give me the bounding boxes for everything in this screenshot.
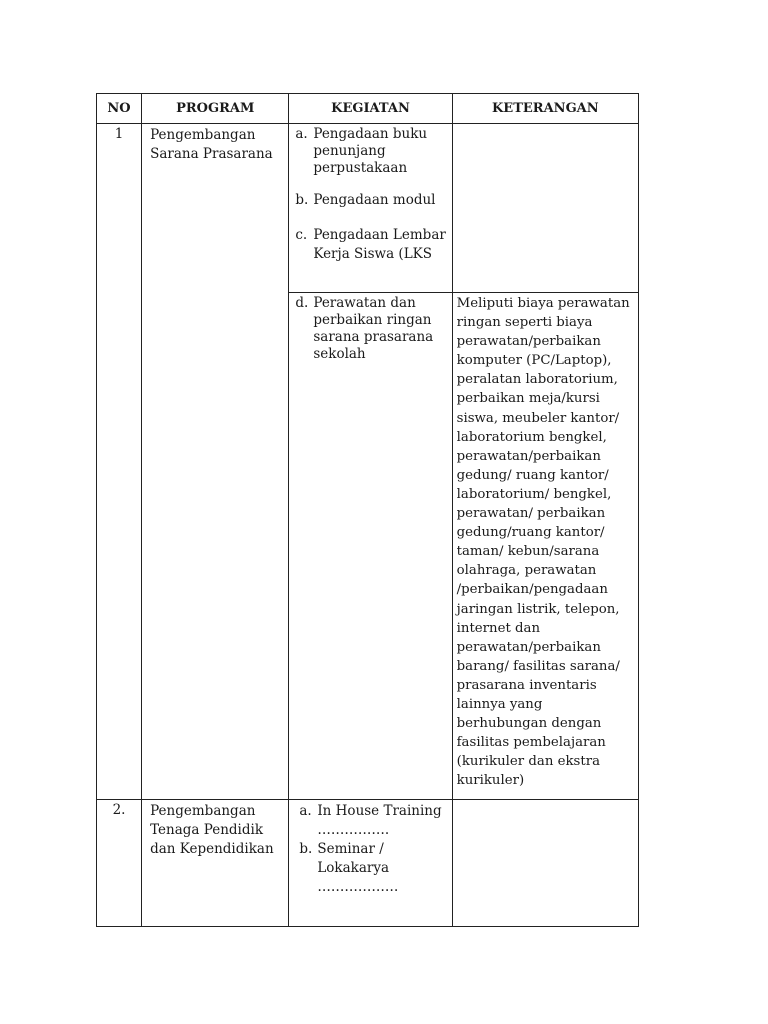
- item-text-wrap: [317, 802, 451, 840]
- item-letter: d.: [295, 295, 309, 311]
- item-letter: c.: [295, 227, 308, 243]
- list-item: [289, 840, 451, 897]
- row2-no: 2.: [97, 800, 142, 927]
- row1-kegiatan-abc: [289, 124, 452, 293]
- row1-no: 1: [97, 124, 142, 800]
- keterangan-text: Meliputi biaya perawatan ringan seperti biaya perawatan/perbaikan komputer (PC/Laptop), peralatan laboratorium, perbaikan meja/kursi siswa, meubeler kantor/ laboratorium bengkel, perawatan/perbaikan gedung/ ruang kantor/ laboratorium/ bengkel, perawatan/ perbaikan gedung/ruang kantor/ taman/ kebun/sarana olahraga, perawatan /perbaikan/pengadaan jaringan listrik, telepon, internet dan perawatan/perbaikan barang/ fasilitas sarana/ prasarana inventaris lainnya yang berhubungan dengan fasilitas pembelajaran (kurikuler dan ekstra kurikuler): [456, 296, 630, 789]
- list-item: [289, 126, 451, 177]
- item-text: Perawatan dan perbaikan ringan sarana prasarana sekolah: [313, 295, 434, 362]
- kegiatan-list: [289, 802, 451, 897]
- row1-keterangan: [452, 293, 638, 800]
- row2-kegiatan: [289, 800, 452, 927]
- kegiatan-list: [289, 126, 451, 264]
- program-table: [96, 93, 639, 927]
- item-dots: ………………: [317, 879, 399, 895]
- row1-program: Pengembangan Sarana Prasarana: [142, 124, 289, 800]
- header-kegiatan: KEGIATAN: [289, 94, 452, 124]
- list-item: [289, 192, 451, 209]
- row2-keterangan-empty: [452, 800, 638, 927]
- table-row: [97, 124, 639, 293]
- list-item: [289, 802, 451, 840]
- row2-program: Pengembangan Tenaga Pendidik dan Kependidikan: [142, 800, 289, 927]
- table-row: [97, 800, 639, 927]
- header-program: PROGRAM: [142, 94, 289, 124]
- item-text: In House Training: [317, 803, 442, 819]
- item-text: Pengadaan buku penunjang perpustakaan: [313, 126, 428, 176]
- item-letter: a.: [295, 126, 308, 142]
- item-text: Seminar / Lokakarya: [317, 841, 390, 876]
- item-dots: …………….: [317, 822, 390, 838]
- list-item: [289, 226, 451, 264]
- row1-kegiatan-d: [289, 293, 452, 800]
- list-item: [289, 295, 451, 363]
- header-keterangan: KETERANGAN: [452, 94, 638, 124]
- header-row: [97, 94, 639, 124]
- header-no: NO: [97, 94, 142, 124]
- item-text-wrap: [317, 840, 451, 897]
- item-text: Pengadaan Lembar Kerja Siswa (LKS: [313, 227, 446, 262]
- item-text: Pengadaan modul: [313, 192, 436, 208]
- item-letter: b.: [299, 841, 313, 857]
- item-letter: a.: [299, 803, 312, 819]
- item-letter: b.: [295, 192, 309, 208]
- kegiatan-list: [289, 295, 451, 363]
- row1-keterangan-empty: [452, 124, 638, 293]
